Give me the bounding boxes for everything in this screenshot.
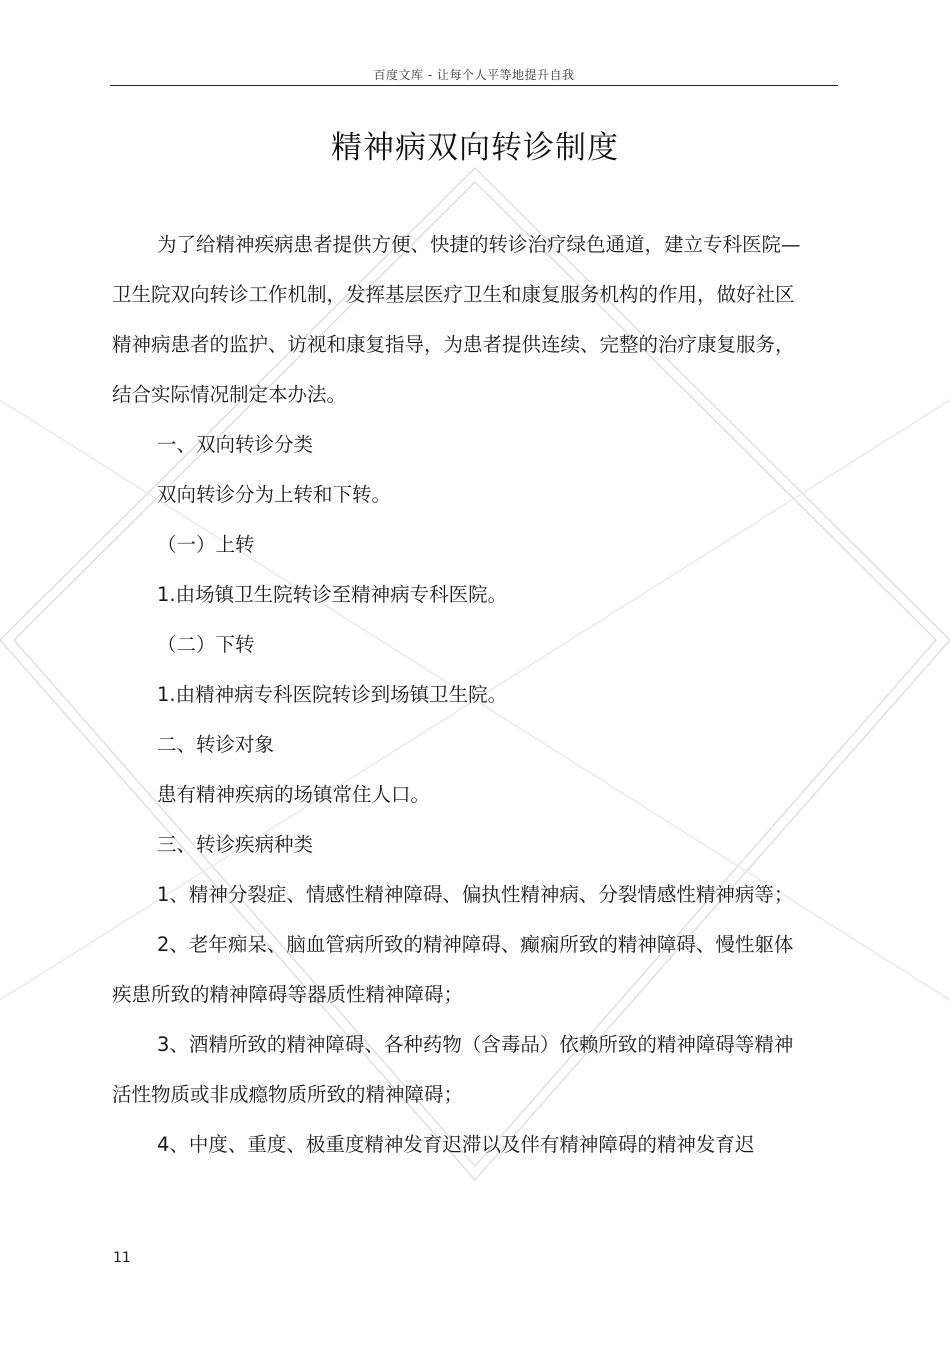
subsection-heading-up: （一）上转 [157,533,255,556]
header-divider [110,85,838,86]
list-item: 1.由场镇卫生院转诊至精神病专科医院。 [157,583,508,606]
document-body [112,220,802,1170]
document-title: 精神病双向转诊制度 [331,130,619,166]
intro-paragraph: 为了给精神疾病患者提供方便、快捷的转诊治疗绿色通道，建立专科医院—卫生院双向转诊工作机制，发挥基层医疗卫生和康复服务机构的作用，做好社区精神病患者的监护、访视和康复指导，为患者提供连续、完整的治疗康复服务，结合实际情况制定本办法。 [112,233,801,406]
section-heading-1: 一、双向转诊分类 [157,433,314,456]
list-item: 1、精神分裂症、情感性精神障碍、偏执性精神病、分裂情感性精神病等； [157,883,794,906]
list-item: 2、老年痴呆、脑血管病所致的精神障碍、癫痫所致的精神障碍、慢性躯体疾患所致的精神障碍等器质性精神障碍； [112,933,794,1006]
section-heading-2: 二、转诊对象 [157,733,275,756]
subsection-heading-down: （二）下转 [157,633,255,656]
section-heading-3: 三、转诊疾病种类 [157,833,314,856]
page-number: 11 [113,1250,131,1266]
page-header: 百度文库 - 让每个人平等地提升自我 [373,68,575,82]
list-item: 3、酒精所致的精神障碍、各种药物（含毒品）依赖所致的精神障碍等精神活性物质或非成瘾物质所致的精神障碍； [112,1033,794,1106]
list-item: 1.由精神病专科医院转诊到场镇卫生院。 [157,683,508,706]
paragraph: 患有精神疾病的场镇常住人口。 [157,783,431,806]
list-item: 4、中度、重度、极重度精神发育迟滞以及伴有精神障碍的精神发育迟 [157,1133,755,1156]
paragraph: 双向转诊分为上转和下转。 [157,483,392,506]
